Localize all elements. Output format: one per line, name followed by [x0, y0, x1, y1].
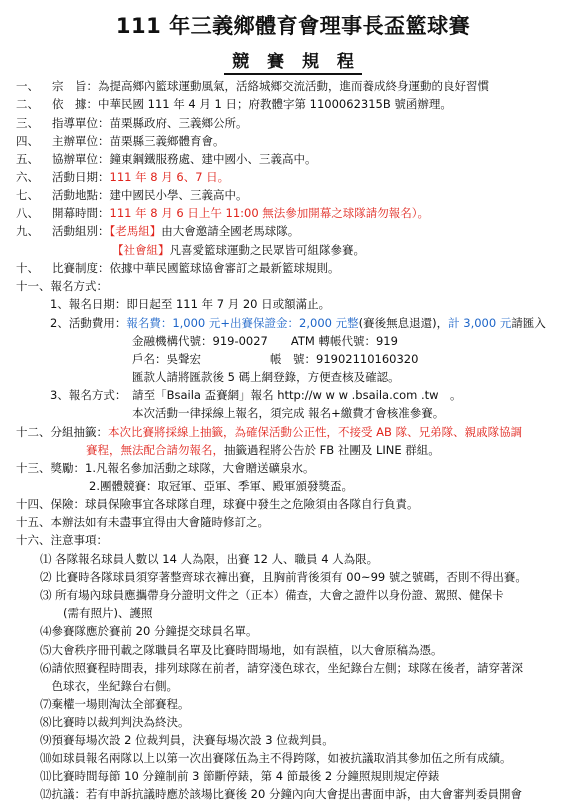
note-item: ⑾比賽時間每節 10 分鐘制前 3 節斷停錶，第 4 節最後 2 分鐘照規則規定停錶	[40, 769, 440, 783]
section-num: 八、	[16, 206, 39, 220]
fee-label: 2、活動費用：	[50, 316, 127, 330]
opening-time: 111 年 8 月 6 日上午 11:00 無法參加開幕之球隊請勿報名）。	[109, 206, 430, 220]
registration-fee	[50, 316, 546, 331]
section-num: 十三、	[16, 461, 51, 475]
section-num: 三、	[16, 116, 39, 130]
section-num: 十一、	[16, 279, 51, 293]
note-item: ⑵ 比賽時各隊球員須穿著整齊球衣褲出賽，且胸前背後須有 00~99 號之號碼，否則不得出賽。	[40, 570, 527, 584]
section-label: 指導單位：	[52, 116, 110, 130]
section-label: 分組抽籤：	[50, 425, 108, 439]
draw-warning: 本次比賽將採線上抽籤，為確保活動公正性，不接受 AB 隊、兄弟隊、親戚隊協調	[108, 425, 523, 439]
section-body	[52, 188, 248, 203]
note-item: ⑶ 所有場內球員應攜帶身分證明文件之（正本）備查，大會之證件以身份證、駕照、健保卡	[40, 588, 504, 602]
section-label: 活動組別：	[52, 224, 110, 238]
note-item: ⑷參賽隊應於賽前 20 分鐘提交球員名單。	[40, 624, 258, 638]
section-label: 主辦單位：	[52, 134, 110, 148]
bank-account: 戶名：吳聲宏 帳 號：91902110160320	[132, 352, 419, 366]
section-text: 苗栗縣三義鄉體育會。	[109, 134, 225, 148]
note-item: ⑹請依照賽程時間表，排列球隊在前者，請穿淺色球衣，坐紀錄台左側；球隊在後者，請穿著深	[40, 661, 523, 675]
section-body	[52, 134, 225, 149]
section-body	[52, 261, 340, 276]
section-text: 建中國民小學、三義高中。	[109, 188, 248, 202]
section-num: 十五、	[16, 515, 51, 529]
registration-online-note: 本次活動一律採線上報名，須完成 報名+繳費才會核准參賽。	[132, 406, 445, 420]
section-text: 球員保險事宜各球隊自理，球賽中發生之危險須由各隊自行負責。	[85, 497, 419, 511]
section-body	[52, 79, 489, 94]
section-body	[52, 224, 299, 239]
section-basis	[16, 97, 452, 112]
section-label: 活動地點：	[52, 188, 110, 202]
section-label: 獎勵：	[50, 461, 85, 475]
group-social-line	[112, 243, 365, 258]
section-label: 開幕時間：	[52, 206, 110, 220]
subtitle-text: 競 賽 規 程	[224, 52, 362, 75]
bank-code: 金融機構代號：919-0027 ATM 轉帳代號：919	[132, 334, 398, 348]
section-body	[52, 152, 317, 167]
section-registration	[16, 279, 108, 294]
group-text-social: 凡喜愛籃球運動之民眾皆可組隊參賽。	[169, 243, 365, 257]
registration-date: 1、報名日期：即日起至 111 年 7 月 20 日或額滿止。	[50, 297, 331, 311]
page-subtitle	[0, 47, 586, 72]
section-body	[52, 116, 248, 131]
section-text: 苗栗縣政府、三義鄉公所。	[109, 116, 248, 130]
section-text: 本辦法如有未盡事宜得由大會隨時修訂之。	[50, 515, 269, 529]
note-item: ⑼預賽每場次設 2 位裁判員，決賽每場次設 3 位裁判員。	[40, 733, 334, 747]
section-text: 依據中華民國籃球協會審訂之最新籃球規則。	[109, 261, 340, 275]
section-draw	[16, 425, 522, 440]
section-num: 十四、	[16, 497, 51, 511]
section-label: 協辦單位：	[52, 152, 110, 166]
fee-note: (賽後無息退還)，	[358, 316, 449, 330]
note-item: ⑿抗議：若有申訴抗議時應於該場比賽後 20 分鐘內向大會提出書面申訴，由大會審判委員開會	[40, 787, 522, 801]
section-num: 一、	[16, 79, 39, 93]
section-label: 宗 旨：	[52, 79, 98, 93]
section-groups	[16, 224, 300, 239]
draw-line-2	[86, 443, 440, 458]
fee-amount: 報名費：1,000 元+出賽保證金：2,000 元整	[126, 316, 359, 330]
section-num: 十六、	[16, 533, 51, 547]
group-tag-social: 【社會組】	[112, 243, 170, 257]
section-num: 二、	[16, 97, 39, 111]
section-venue	[16, 188, 248, 203]
section-body	[52, 170, 229, 185]
section-insurance	[16, 497, 419, 512]
note-item: ⑻比賽時以裁判判決為終決。	[40, 715, 190, 729]
fee-total: 計 3,000 元	[448, 316, 512, 330]
page-title: 111 年三義鄉體育會理事長盃籃球賽	[115, 14, 471, 38]
group-text-veteran: 由大會邀請全國老馬球隊。	[161, 224, 300, 238]
award-2: 2.團體競賽：取冠軍、亞軍、季軍、殿軍頒發獎盃。	[89, 479, 353, 493]
section-label: 比賽制度：	[52, 261, 110, 275]
section-label: 報名方式：	[50, 279, 108, 293]
section-num: 六、	[16, 170, 39, 184]
bank-note: 匯款人請將匯款後 5 碼上網登錄，方便查核及確認。	[132, 370, 400, 384]
section-label: 活動日期：	[52, 170, 110, 184]
note-item: ⑴ 各隊報名球員人數以 14 人為限，出賽 12 人、職員 4 人為限。	[40, 552, 379, 566]
section-num: 四、	[16, 134, 39, 148]
section-purpose	[16, 79, 489, 94]
section-text: 鐘東鋼鐵服務處、建中國小、三義高中。	[109, 152, 317, 166]
section-organizer	[16, 134, 225, 149]
group-tag-veteran: 【老馬組】	[109, 224, 162, 238]
note-item: 色球衣，坐紀錄台右側。	[40, 679, 178, 693]
section-co-organizer	[16, 152, 317, 167]
section-num: 五、	[16, 152, 39, 166]
draw-announcement: 抽籤過程將公告於 FB 社團及 LINE 群組。	[224, 443, 440, 457]
section-opening	[16, 206, 430, 221]
section-body	[52, 97, 452, 112]
section-body	[52, 206, 429, 221]
section-num: 十二、	[16, 425, 51, 439]
note-item: ⑸大會秩序冊刊載之隊職員名單及比賽時間場地，如有誤植，以大會原稿為憑。	[40, 643, 443, 657]
section-text: 為提高鄉內籃球運動風氣，活絡城鄉交流活動，進而養成終身運動的良好習慣	[98, 79, 489, 93]
registration-method: 3、報名方式： 請至「Bsaila 盃賽網」報名 http://w w w .bsaila.com .tw 。	[50, 388, 462, 402]
fee-transfer: 請匯入	[511, 316, 546, 330]
section-text: 中華民國 111 年 4 月 1 日；府教體字第 1100062315B 號函辦理。	[98, 97, 452, 111]
section-awards	[16, 461, 314, 476]
section-num: 九、	[16, 224, 39, 238]
section-date	[16, 170, 230, 185]
section-num: 十、	[16, 261, 39, 275]
note-item: ⑽如球員報名兩隊以上以第一次出賽隊伍為主不得跨隊，如被抗議取消其參加伍之所有成績。	[40, 751, 512, 765]
draw-warning-2: 賽程，無法配合請勿報名，	[86, 443, 224, 457]
section-label: 依 據：	[52, 97, 98, 111]
section-notes	[16, 533, 108, 548]
award-1: 1.凡報名參加活動之球隊，大會贈送礦泉水。	[85, 461, 315, 475]
section-label: 注意事項：	[50, 533, 108, 547]
section-rules	[16, 261, 340, 276]
section-supervisor	[16, 116, 248, 131]
section-amendment	[16, 515, 269, 530]
section-label: 保險：	[50, 497, 85, 511]
event-date: 111 年 8 月 6、7 日。	[109, 170, 230, 184]
note-item: ⑺棄權一場則淘汰全部賽程。	[40, 697, 190, 711]
section-num: 七、	[16, 188, 39, 202]
note-item: (需有照片)、護照	[40, 606, 153, 620]
